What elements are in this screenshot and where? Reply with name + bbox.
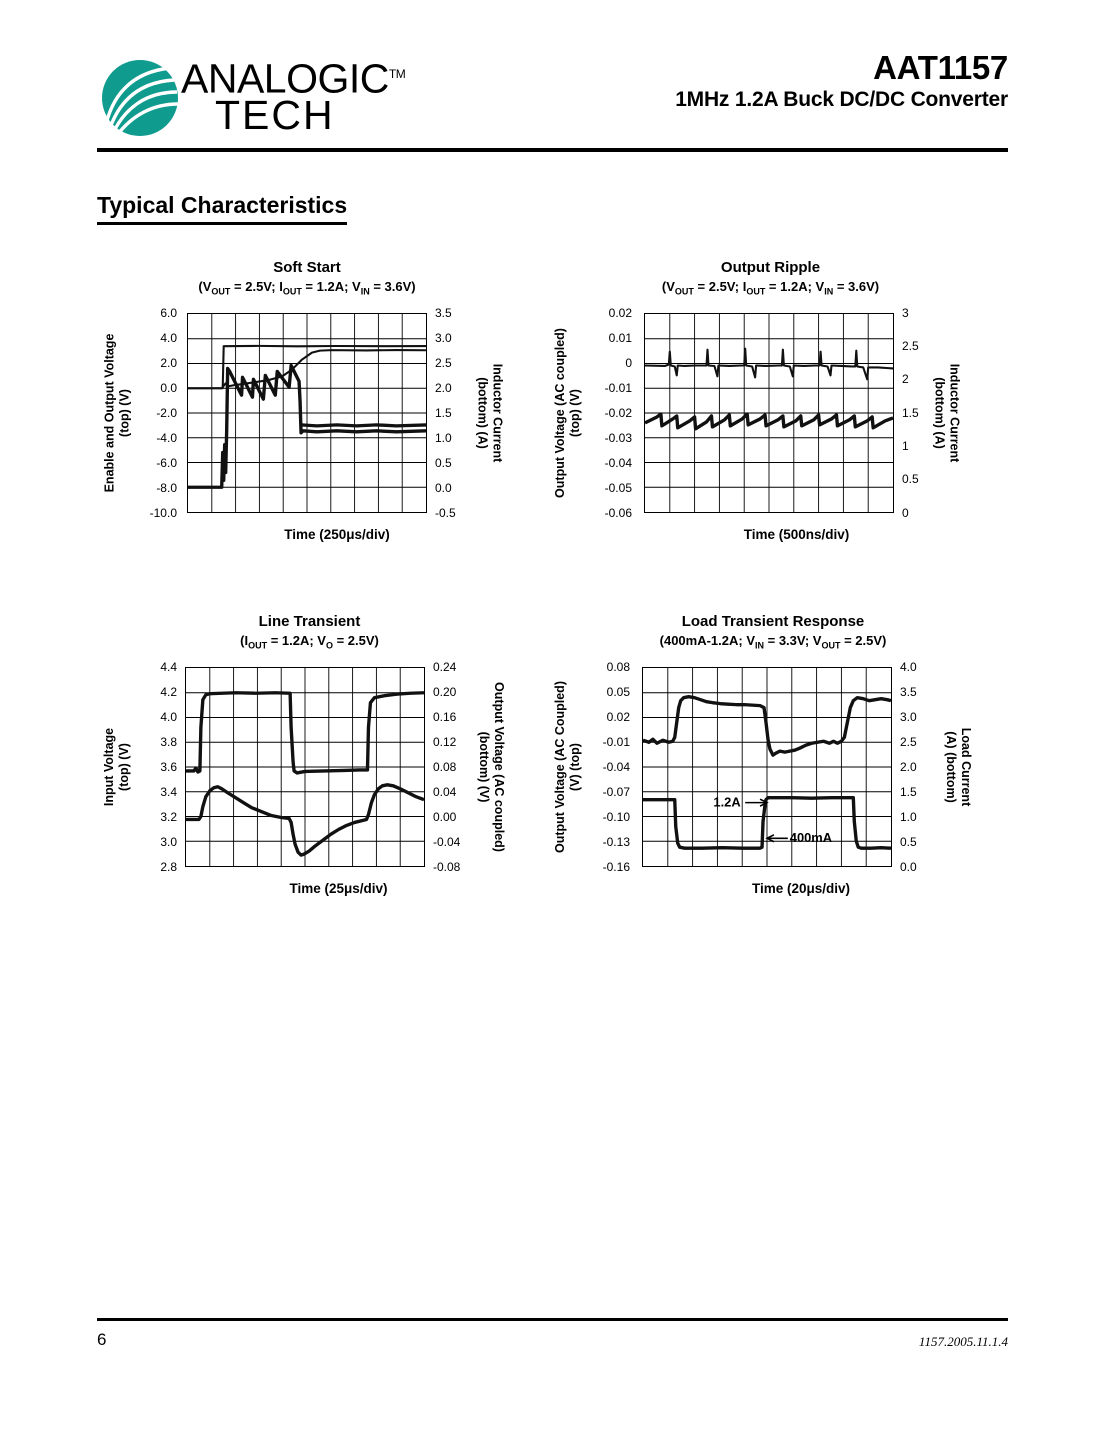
y-axis-left-ticks	[590, 305, 636, 520]
tick: 3.2	[160, 809, 177, 824]
tick: 2	[902, 372, 909, 387]
annotation-1-2a	[713, 794, 767, 809]
y-axis-right-title-line2: (bottom) (V)	[477, 731, 491, 802]
y-axis-left-ticks	[135, 305, 181, 520]
tick: 0.0	[900, 859, 917, 874]
tick: 2.8	[160, 859, 177, 874]
tick: -0.05	[604, 480, 632, 495]
tick: 1.5	[435, 405, 452, 420]
tick: 2.5	[900, 734, 917, 749]
plot-area	[185, 667, 425, 867]
annotation-400ma	[767, 830, 832, 845]
tick: 0.0	[435, 480, 452, 495]
tick: 3.0	[160, 834, 177, 849]
x-axis-title: Time (250μs/div)	[284, 526, 390, 542]
part-description: 1MHz 1.2A Buck DC/DC Converter	[675, 88, 1008, 111]
document-title-group	[675, 50, 1008, 114]
tick: -0.02	[604, 405, 632, 420]
y-axis-left-title-line1: Output Voltage (AC coupled)	[553, 327, 567, 498]
chart-subtitle: ($V_{OUT} = 2.5V$; $I_{OUT} = 1.2A$; $V_{IN} = 3.6V$)	[198, 279, 416, 297]
tick: 0	[625, 355, 632, 370]
tick: 3.0	[900, 709, 917, 724]
tick: -0.10	[602, 809, 630, 824]
y-axis-right-ticks	[896, 659, 942, 874]
y-axis-right-ticks	[429, 659, 475, 874]
chart-title: Soft Start	[273, 259, 341, 276]
tick: 0.24	[433, 659, 457, 674]
tick: 0.08	[606, 659, 630, 674]
tick: 0.16	[433, 709, 457, 724]
y-axis-right-title-line1: Output Voltage (AC coupled)	[492, 681, 506, 852]
logo-line-2: TECH	[215, 91, 335, 138]
tick: 2.5	[902, 338, 919, 353]
tick: 4.0	[160, 330, 177, 345]
tick: 0.00	[433, 809, 457, 824]
tick: -0.03	[604, 430, 632, 445]
y-axis-right-title	[471, 667, 511, 867]
tick: -0.13	[602, 834, 630, 849]
x-axis-title: Time (25μs/div)	[289, 880, 388, 896]
tick: 4.0	[900, 659, 917, 674]
x-axis-title: Time (20μs/div)	[751, 880, 851, 896]
grid	[188, 314, 426, 512]
page-number: 6	[97, 1330, 107, 1349]
y-axis-left-title	[97, 313, 137, 513]
tick: 2.0	[160, 355, 177, 370]
trademark-symbol: TM	[388, 67, 406, 81]
logo-line-1: ANALOGIC	[181, 55, 389, 102]
y-axis-left-title-line2: (top) (V)	[568, 388, 582, 437]
tick: 2.0	[435, 380, 452, 395]
tick: 0.5	[435, 455, 452, 470]
footer-divider	[97, 1318, 1008, 1321]
annotation-label-400ma: 400mA	[789, 829, 833, 845]
tick: 0.04	[433, 784, 457, 799]
y-axis-right-title-line1: Inductor Current	[490, 363, 505, 462]
tick: -10.0	[149, 505, 177, 520]
chart-subtitle: ($I_{OUT} = 1.2A$; $V_O = 2.5V$)	[240, 633, 379, 651]
header-divider	[97, 148, 1008, 152]
tick: 0.0	[160, 380, 177, 395]
y-axis-right-title-line1: Load Current	[959, 727, 974, 806]
chart-output-ripple	[548, 258, 993, 558]
tick: -6.0	[156, 455, 177, 470]
page-footer	[97, 1330, 1008, 1360]
tick: -8.0	[156, 480, 177, 495]
y-axis-right-title-line2: (bottom) (A)	[475, 376, 490, 449]
x-axis-title: Time (500ns/div)	[743, 526, 850, 542]
chart-title: Load Transient Response	[681, 613, 865, 630]
y-axis-left-title-line2: (top) (V)	[117, 742, 131, 791]
y-axis-left-title-line1: Input Voltage	[102, 727, 116, 806]
tick: 3.6	[160, 759, 177, 774]
tick: 1	[902, 438, 909, 453]
chart-subtitle: (400mA-1.2A; $V_{IN} = 3.3V$; $V_{OUT} = 2.5V$)	[659, 633, 887, 651]
tick: 6.0	[160, 305, 177, 320]
y-axis-right-title-line2: (A) (bottom)	[944, 730, 959, 803]
tick: 1.5	[900, 784, 917, 799]
tick: -0.04	[602, 759, 630, 774]
tick: 4.0	[160, 709, 177, 724]
tick: -2.0	[156, 405, 177, 420]
y-axis-left-title-line1: Enable and Output Voltage	[102, 333, 116, 492]
tick: 3.5	[900, 684, 917, 699]
tick: 4.4	[160, 659, 177, 674]
y-axis-right-title-line2: (bottom) (A)	[932, 376, 947, 449]
tick: 3.0	[435, 330, 452, 345]
analogic-tech-logo-icon	[100, 58, 180, 138]
tick: -0.04	[604, 455, 632, 470]
tick: 0.5	[902, 472, 919, 487]
y-axis-left-title-line1: Output Voltage (AC Coupled)	[553, 680, 567, 853]
company-logo	[97, 48, 406, 148]
tick: -0.04	[433, 834, 461, 849]
tick: 3.8	[160, 734, 177, 749]
plot-area	[187, 313, 427, 513]
chart-soft-start	[97, 258, 517, 558]
grid	[645, 314, 893, 512]
part-number: AAT1157	[873, 49, 1008, 86]
tick: 0	[902, 505, 909, 520]
tick: -0.16	[602, 859, 630, 874]
tick: 3.5	[435, 305, 452, 320]
y-axis-left-ticks	[588, 659, 634, 874]
tick: -0.06	[604, 505, 632, 520]
tick: -0.08	[433, 859, 461, 874]
y-axis-right-title	[938, 667, 978, 867]
tick: 2.0	[900, 759, 917, 774]
plot-area	[644, 313, 894, 513]
tick: 1.0	[900, 809, 917, 824]
plot-area	[642, 667, 892, 867]
tick: -0.5	[435, 505, 456, 520]
chart-subtitle: ($V_{OUT} = 2.5V$; $I_{OUT} = 1.2A$; $V_{IN} = 3.6V$)	[661, 279, 880, 297]
trace-inductor-current-band	[301, 424, 426, 425]
grid	[643, 668, 891, 866]
tick: -0.01	[604, 380, 632, 395]
chart-title: Output Ripple	[720, 259, 821, 276]
annotation-label-1-2a: 1.2A	[713, 794, 741, 810]
tick: 3	[902, 305, 909, 320]
page-title: Typical Characteristics	[97, 192, 347, 225]
chart-load-transient-response	[548, 612, 998, 912]
y-axis-right-title	[469, 313, 509, 513]
page-header	[97, 40, 1008, 152]
tick: 0.20	[433, 684, 457, 699]
chart-line-transient	[97, 612, 522, 912]
y-axis-left-title	[548, 667, 588, 867]
y-axis-right-title	[926, 313, 966, 513]
tick: 3.4	[160, 784, 177, 799]
y-axis-right-title-line1: Inductor Current	[947, 363, 962, 462]
tick: 2.5	[435, 355, 452, 370]
tick: -4.0	[156, 430, 177, 445]
document-revision-id: 1157.2005.11.1.4	[918, 1334, 1008, 1349]
y-axis-left-title-line2: (top) (V)	[117, 388, 131, 437]
tick: 0.08	[433, 759, 457, 774]
y-axis-left-title	[548, 313, 588, 513]
tick: 0.02	[606, 709, 630, 724]
tick: -0.07	[602, 784, 630, 799]
tick: 0.12	[433, 734, 457, 749]
y-axis-left-title-line2: (V) (top)	[568, 742, 582, 791]
logo-wordmark	[181, 54, 406, 138]
tick: 1.0	[435, 430, 452, 445]
tick: 0.5	[900, 834, 917, 849]
y-axis-left-title	[97, 667, 137, 867]
grid	[186, 668, 424, 866]
tick: 0.02	[608, 305, 632, 320]
tick: 4.2	[160, 684, 177, 699]
y-axis-left-ticks	[135, 659, 181, 874]
chart-title: Line Transient	[258, 613, 361, 630]
tick: 0.01	[608, 330, 632, 345]
tick: 0.05	[606, 684, 630, 699]
tick: 1.5	[902, 405, 919, 420]
tick: -0.01	[602, 734, 630, 749]
